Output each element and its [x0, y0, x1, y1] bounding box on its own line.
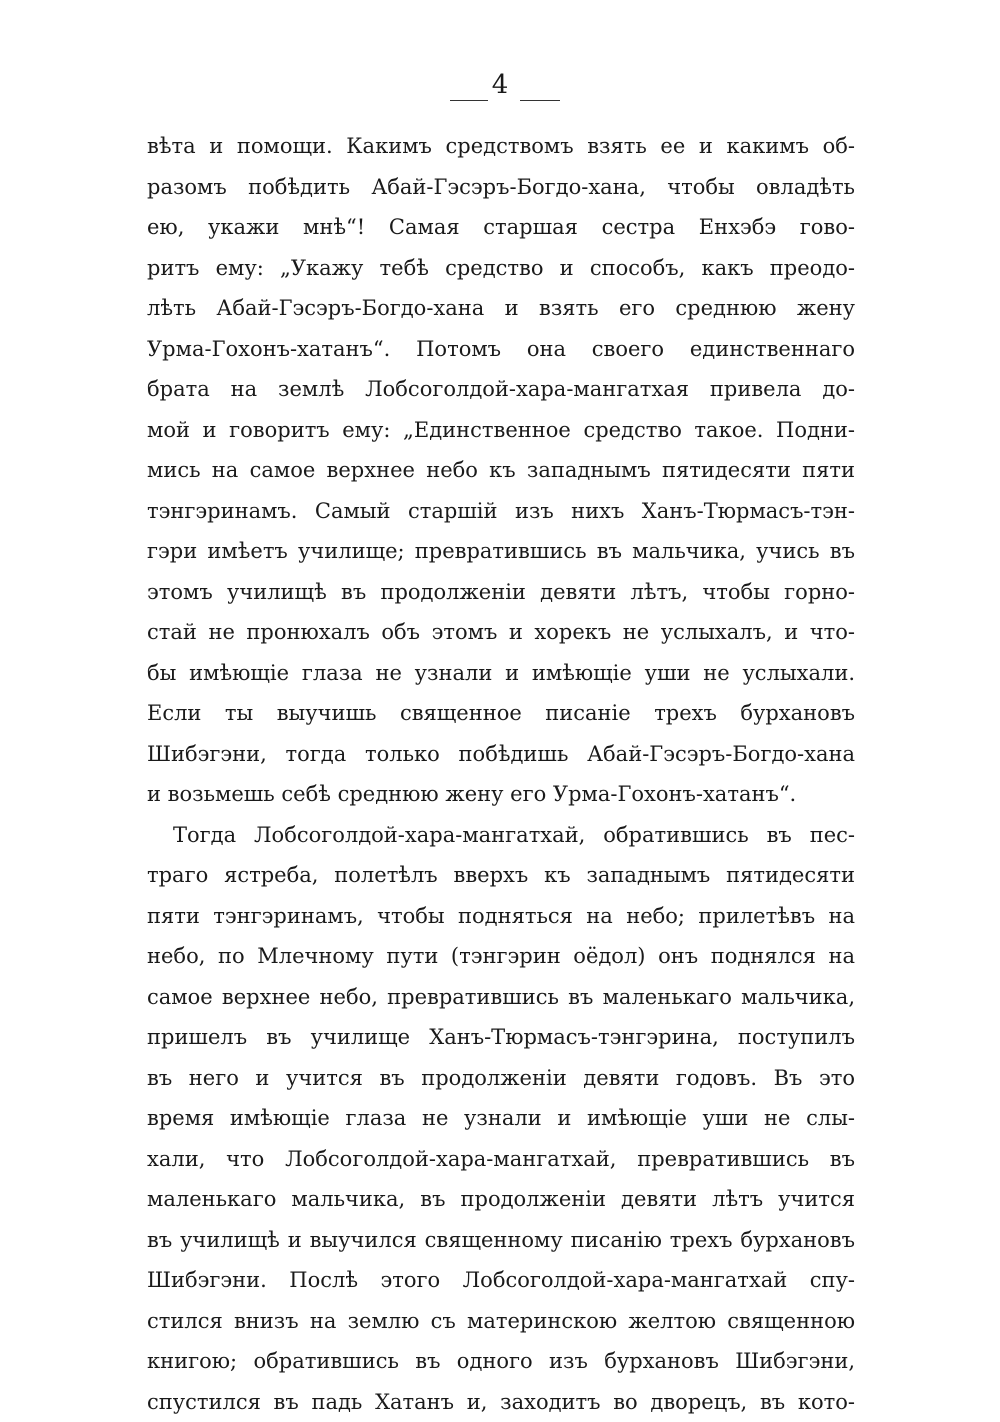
text-line: лѣть Абай-Гэсэръ-Богдо-хана и взять его среднюю жену — [147, 288, 855, 329]
text-line: этомъ училищѣ въ продолженіи девяти лѣтъ, чтобы горно- — [147, 572, 855, 613]
text-line: мись на самое верхнее небо къ западнымъ пятидесяти пяти — [147, 450, 855, 491]
text-line: брата на землѣ Лобсоголдой-хара-мангатхая привела до- — [147, 369, 855, 410]
text-line: книгою; обратившись въ одного изъ бурхановъ Шибэгэни, — [147, 1341, 855, 1382]
text-line: гэри имѣетъ училище; превратившись въ мальчика, учись въ — [147, 531, 855, 572]
text-line: разомъ побѣдить Абай-Гэсэръ-Богдо-хана, чтобы овладѣть — [147, 167, 855, 208]
text-line: хали, что Лобсоголдой-хара-мангатхай, превратившись въ — [147, 1139, 855, 1180]
text-line: бы имѣющіе глаза не узнали и имѣющіе уши не услыхали. — [147, 653, 855, 694]
text-line: спустился въ падь Хатанъ и, заходитъ во дворецъ, въ кото- — [147, 1382, 855, 1422]
text-line: маленькаго мальчика, въ продолженіи девяти лѣтъ учится — [147, 1179, 855, 1220]
text-line: въ него и учится въ продолженіи девяти годовъ. Въ это — [147, 1058, 855, 1099]
text-line: Урма-Гохонъ-хатанъ“. Потомъ она своего единственнаго — [147, 329, 855, 370]
header-rule-left — [450, 100, 488, 101]
text-line: стай не пронюхалъ объ этомъ и хорекъ не услыхалъ, и что- — [147, 612, 855, 653]
text-line: мой и говоритъ ему: „Единственное средство такое. Подни- — [147, 410, 855, 451]
text-line: ритъ ему: „Укажу тебѣ средство и способъ, какъ преодо- — [147, 248, 855, 289]
text-line: тэнгэринамъ. Самый старшій изъ нихъ Ханъ-Тюрмасъ-тэн- — [147, 491, 855, 532]
text-line: траго ястреба, полетѣлъ вверхъ къ западнымъ пятидесяти — [147, 855, 855, 896]
text-line: вѣта и помощи. Какимъ средствомъ взять ее и какимъ об- — [147, 126, 855, 167]
text-line: Шибэгэни. Послѣ этого Лобсоголдой-хара-мангатхай спу- — [147, 1260, 855, 1301]
page-number: 4 — [492, 70, 509, 100]
text-line: Тогда Лобсоголдой-хара-мангатхай, обратившись въ пес- — [147, 815, 855, 856]
paragraph-1 — [147, 126, 855, 815]
body-text — [147, 126, 855, 1422]
page-header — [0, 70, 1000, 110]
text-line: пяти тэнгэринамъ, чтобы подняться на небо; прилетѣвъ на — [147, 896, 855, 937]
text-line: Если ты выучишь священное писаніе трехъ бурхановъ — [147, 693, 855, 734]
text-line: время имѣющіе глаза не узнали и имѣющіе уши не слы- — [147, 1098, 855, 1139]
text-line: ею, укажи мнѣ“! Самая старшая сестра Енхэбэ гово- — [147, 207, 855, 248]
text-line: и возьмешь себѣ среднюю жену его Урма-Гохонъ-хатанъ“. — [147, 774, 855, 815]
text-line: самое верхнее небо, превратившись въ маленькаго мальчика, — [147, 977, 855, 1018]
text-line: Шибэгэни, тогда только побѣдишь Абай-Гэсэръ-Богдо-хана — [147, 734, 855, 775]
text-line: стился внизъ на землю съ материнскою желтою священною — [147, 1301, 855, 1342]
header-rule-right — [520, 100, 560, 101]
text-line: въ училищѣ и выучился священному писанію трехъ бурхановъ — [147, 1220, 855, 1261]
text-line: пришелъ въ училище Ханъ-Тюрмасъ-тэнгэрина, поступилъ — [147, 1017, 855, 1058]
paragraph-2 — [147, 815, 855, 1422]
text-line: небо, по Млечному пути (тэнгэрин оёдол) онъ поднялся на — [147, 936, 855, 977]
